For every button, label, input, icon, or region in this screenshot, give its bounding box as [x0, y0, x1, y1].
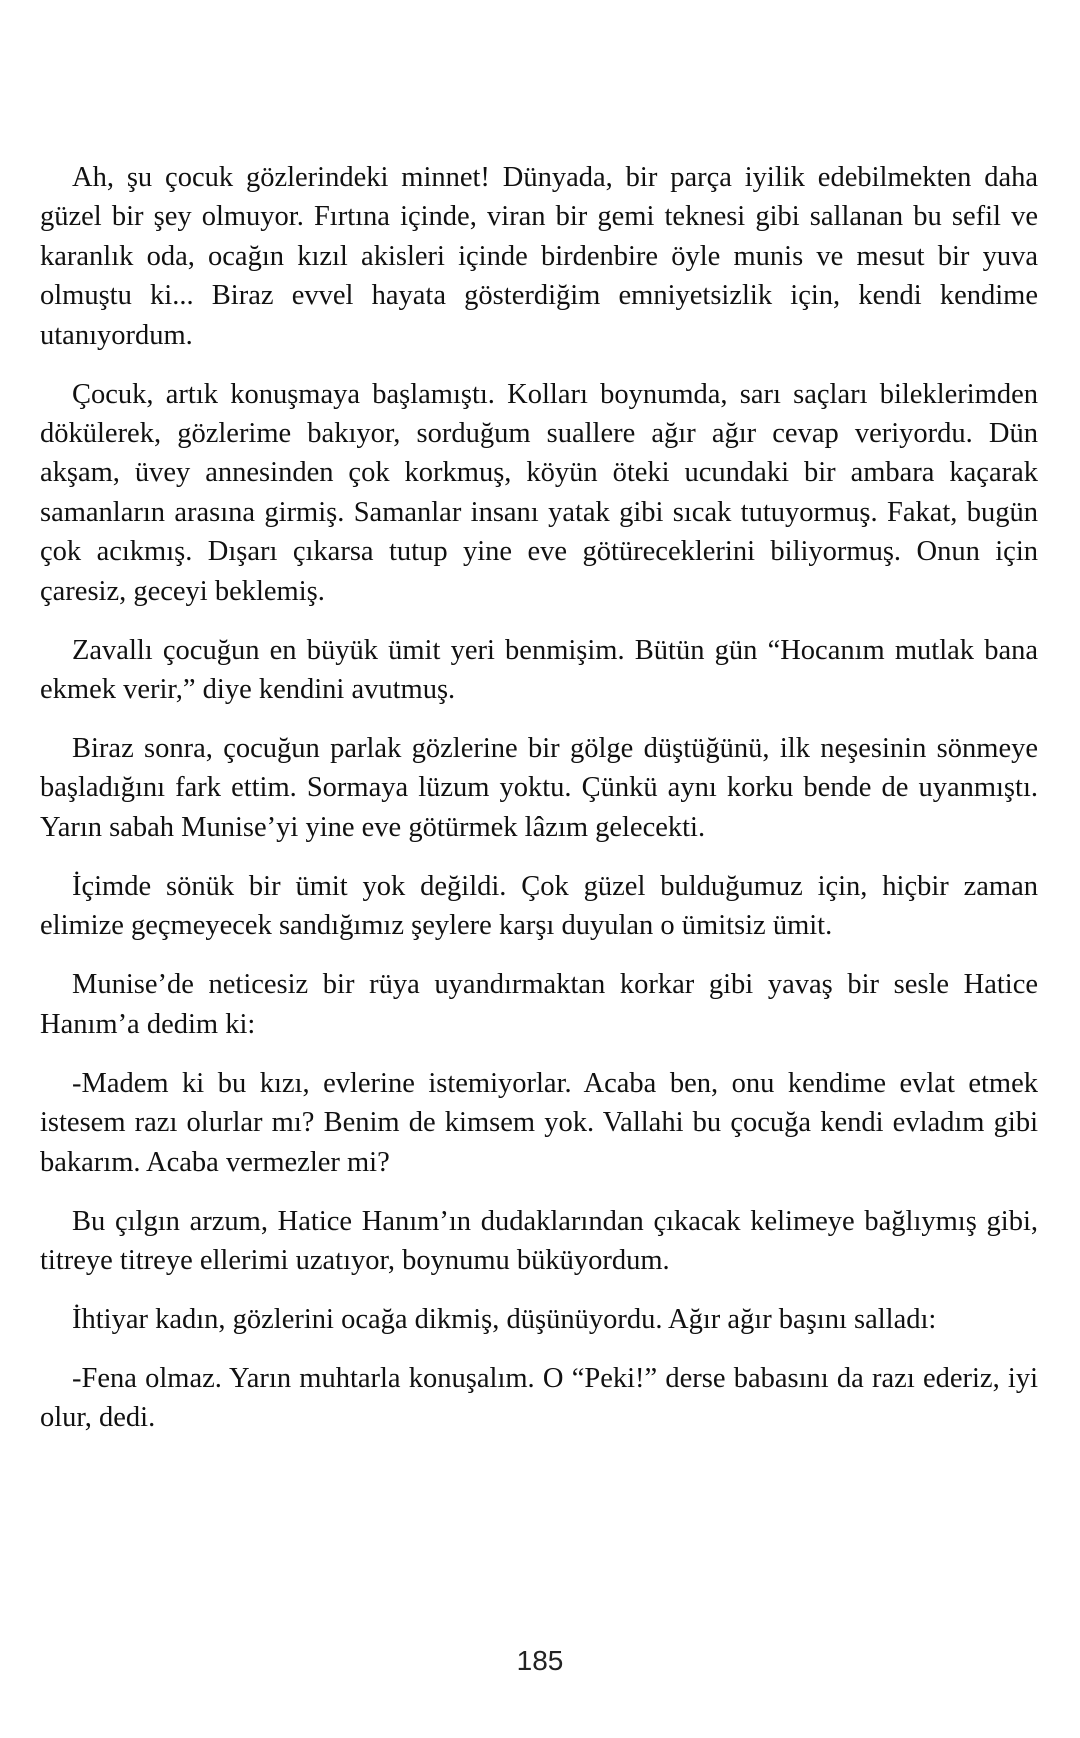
- paragraph: -Madem ki bu kızı, evlerine istemiyorlar. Acaba ben, onu kendime evlat etmek istesem razı olurlar mı? Benim de kimsem yok. Vallahi bu çocuğa kendi evladım gibi bakarım. Acaba vermezler mi?: [40, 1067, 1038, 1178]
- paragraph: Zavallı çocuğun en büyük ümit yeri benmişim. Bütün gün “Hocanım mutlak bana ekmek verir,” diye kendini avutmuş.: [40, 634, 1038, 706]
- body-text: [40, 158, 1038, 1457]
- page-number: 185: [516, 1645, 564, 1676]
- paragraph: Çocuk, artık konuşmaya başlamıştı. Kolları boynumda, sarı saçları bileklerimden dökülerek, gözlerime bakıyor, sorduğum suallere ağır ağır cevap veriyordu. Dün akşam, üvey annesinden çok korkmuş, köyün öteki ucundaki bir ambara kaçarak samanların arasına girmiş. Samanlar insanı yatak gibi sıcak tutuyormuş. Fakat, bugün çok acıkmış. Dışarı çıkarsa tutup yine eve götüreceklerini biliyormuş. Onun için çaresiz, geceyi beklemiş.: [40, 378, 1038, 607]
- paragraph: Munise’de neticesiz bir rüya uyandırmaktan korkar gibi yavaş bir sesle Hatice Hanım’a dedim ki:: [40, 969, 1038, 1040]
- paragraph: Bu çılgın arzum, Hatice Hanım’ın dudaklarından çıkacak kelimeye bağlıymış gibi, titreye titreye ellerimi uzatıyor, boynumu büküyordum.: [40, 1205, 1038, 1276]
- paragraph: Biraz sonra, çocuğun parlak gözlerine bir gölge düştüğünü, ilk neşesinin sönmeye başladığını fark ettim. Sormaya lüzum yoktu. Çünkü aynı korku bende de uyanmıştı. Yarın sabah Munise’yi yine eve götürmek lâzım gelecekti.: [40, 733, 1038, 843]
- paragraph: İçimde sönük bir ümit yok değildi. Çok güzel bulduğumuz için, hiçbir zaman elimize geçmeyecek sandığımız şeylere karşı duyulan o ümitsiz ümit.: [40, 870, 1038, 942]
- paragraph: Ah, şu çocuk gözlerindeki minnet! Dünyada, bir parça iyilik edebilmekten daha güzel bir şey olmuyor. Fırtına içinde, viran bir gemi teknesi gibi sallanan bu sefil ve karanlık oda, ocağın kızıl akisleri içinde birdenbire öyle munis ve mesut bir yuva olmuştu ki... Biraz evvel hayata gösterdiğim emniyetsizlik için, kendi kendime utanıyordum.: [40, 162, 1038, 351]
- paragraph: -Fena olmaz. Yarın muhtarla konuşalım. O “Peki!” derse babasını da razı ederiz, iyi olur, dedi.: [40, 1362, 1038, 1434]
- paragraph: İhtiyar kadın, gözlerini ocağa dikmiş, düşünüyordu. Ağır ağır başını salladı:: [72, 1303, 937, 1335]
